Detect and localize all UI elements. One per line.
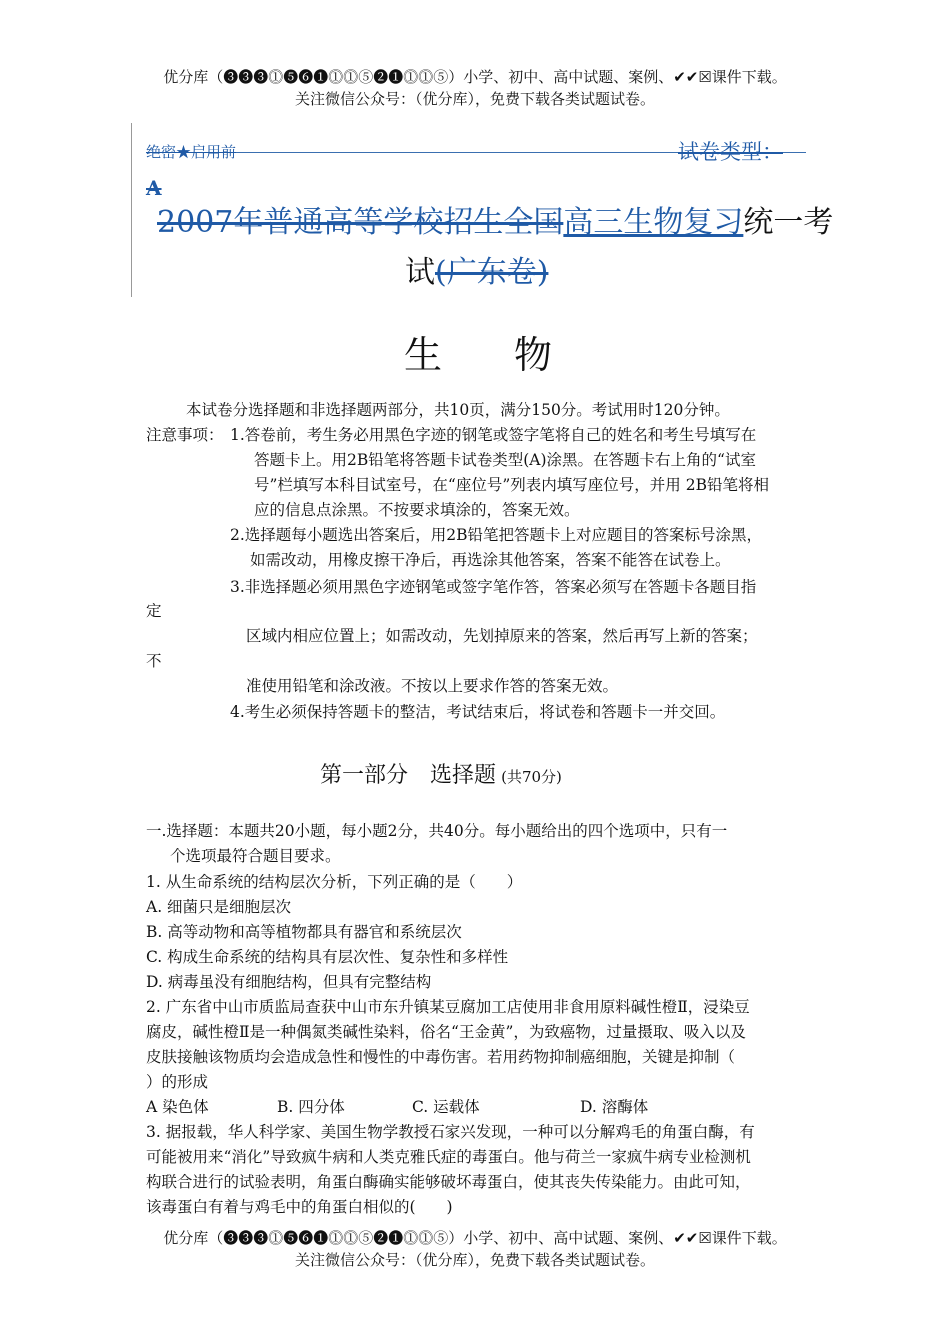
exam-title-line-2 xyxy=(405,254,548,292)
paper-type-label: 试卷类型： xyxy=(678,140,783,164)
section-subtitle: (共70分) xyxy=(501,768,562,786)
q2-option-d: D. 溶酶体 xyxy=(580,1098,649,1116)
note-1-line-2: 答题卡上。用2B铅笔将答题卡试卷类型(A)涂黑。在答题卡右上角的“试室 xyxy=(254,451,756,469)
q3-line-3: 构联合进行的试验表明，角蛋白酶确实能够破坏毒蛋白，使其丧失传染能力。由此可知， xyxy=(146,1173,751,1191)
title-part-5: (广东卷) xyxy=(435,255,549,290)
q2-line-1: 2. 广东省中山市质监局查获中山市东升镇某豆腐加工店使用非食用原料碱性橙Ⅱ，浸染豆 xyxy=(146,998,750,1016)
note-3-line-1b: 定 xyxy=(146,602,162,620)
subject-char-2: 物 xyxy=(514,333,553,377)
q2-line-4: ）的形成 xyxy=(146,1073,209,1091)
q1-option-a: A. 细菌只是细胞层次 xyxy=(146,898,292,916)
intro-text: 本试卷分选择题和非选择题两部分，共10页，满分150分。考试用时120分钟。 xyxy=(186,401,730,419)
title-part-4: 试 xyxy=(405,255,435,290)
paper-type-value: A xyxy=(146,176,162,200)
q3-line-1: 3. 据报载，华人科学家、美国生物学教授石家兴发现，一种可以分解鸡毛的角蛋白酶，有 xyxy=(146,1123,755,1141)
secret-label: 绝密★启用前 xyxy=(146,143,237,161)
note-4: 4.考生必须保持答题卡的整洁，考试结束后，将试卷和答题卡一并交回。 xyxy=(230,703,726,721)
q2-option-a: A 染色体 xyxy=(146,1098,209,1116)
subject-char-1: 生 xyxy=(404,333,443,377)
note-1-line-4: 应的信息点涂黑。不按要求填涂的，答案无效。 xyxy=(254,501,580,519)
section-title: 第一部分 选择题 xyxy=(320,763,497,788)
q2-line-2: 腐皮，碱性橙Ⅱ是一种偶氮类碱性染料，俗名“王金黄”，为致癌物，过量摄取、吸入以及 xyxy=(146,1023,746,1041)
notes-label: 注意事项： xyxy=(146,426,224,444)
q1-option-b: B. 高等动物和高等植物都具有器官和系统层次 xyxy=(146,923,462,941)
title-part-3: 统一考 xyxy=(743,205,834,240)
q3-line-2: 可能被用来“消化”导致疯牛病和人类克雅氏症的毒蛋白。他与荷兰一家疯牛病专业检测机 xyxy=(146,1148,751,1166)
note-3-line-1: 3.非选择题必须用黑色字迹钢笔或签字笔作答，答案必须写在答题卡各题目指 xyxy=(230,578,757,596)
q1-option-d: D. 病毒虽没有细胞结构，但具有完整结构 xyxy=(146,973,432,991)
title-part-2: 高三生物复习 xyxy=(563,205,744,240)
note-1-line-1: 1.答卷前，考生务必用黑色字迹的钢笔或签字笔将自己的姓名和考生号填写在 xyxy=(230,426,757,444)
section-heading xyxy=(320,758,562,789)
q2-option-c: C. 运载体 xyxy=(412,1098,480,1116)
note-2-line-2: 如需改动，用橡皮擦干净后，再选涂其他答案，答案不能答在试卷上。 xyxy=(250,551,731,569)
exam-title-line-1 xyxy=(157,204,833,242)
q1-stem: 1. 从生命系统的结构层次分析，下列正确的是（ ） xyxy=(146,873,523,891)
note-3-line-3: 准使用铅笔和涂改液。不按以上要求作答的答案无效。 xyxy=(246,677,619,695)
note-1-line-3: 号”栏填写本科目试室号，在“座位号”列表内填写座位号，并用 2B铅笔将相 xyxy=(254,476,769,494)
header-line-1: 优分库（❸❸❸⓵❺❻❶⓵⓵⑤❷❶⓵⓵⑤）小学、初中、高中试题、案例、✔✔☒课件下载。 xyxy=(163,68,787,86)
q1-option-c: C. 构成生命系统的结构具有层次性、复杂性和多样性 xyxy=(146,948,509,966)
footer-line-2: 关注微信公众号：（优分库），免费下载各类试题试卷。 xyxy=(294,1251,655,1269)
margin-line xyxy=(131,123,132,297)
q2-line-3: 皮肤接触该物质均会造成急性和慢性的中毒伤害。若用药物抑制癌细胞，关键是抑制（ xyxy=(146,1048,736,1066)
q2-option-b: B. 四分体 xyxy=(277,1098,345,1116)
header-line-2: 关注微信公众号：（优分库），免费下载各类试题试卷。 xyxy=(294,90,655,108)
note-3-line-2: 区域内相应位置上；如需改动，先划掉原来的答案，然后再写上新的答案； xyxy=(246,627,758,645)
q3-line-4: 该毒蛋白有着与鸡毛中的角蛋白相似的( ) xyxy=(146,1198,453,1216)
title-part-1: 2007年普通高等学校招生全国 xyxy=(157,205,564,240)
note-2-line-1: 2.选择题每小题选出答案后，用2B铅笔把答题卡上对应题目的答案标号涂黑， xyxy=(230,526,763,544)
footer-line-1: 优分库（❸❸❸⓵❺❻❶⓵⓵⑤❷❶⓵⓵⑤）小学、初中、高中试题、案例、✔✔☒课件下载。 xyxy=(163,1229,787,1247)
part1-desc-line-2: 个选项最符合题目要求。 xyxy=(170,847,341,865)
part1-desc-line-1: 一.选择题：本题共20小题，每小题2分，共40分。每小题给出的四个选项中，只有一 xyxy=(146,822,728,840)
note-3-line-2b: 不 xyxy=(146,652,162,670)
